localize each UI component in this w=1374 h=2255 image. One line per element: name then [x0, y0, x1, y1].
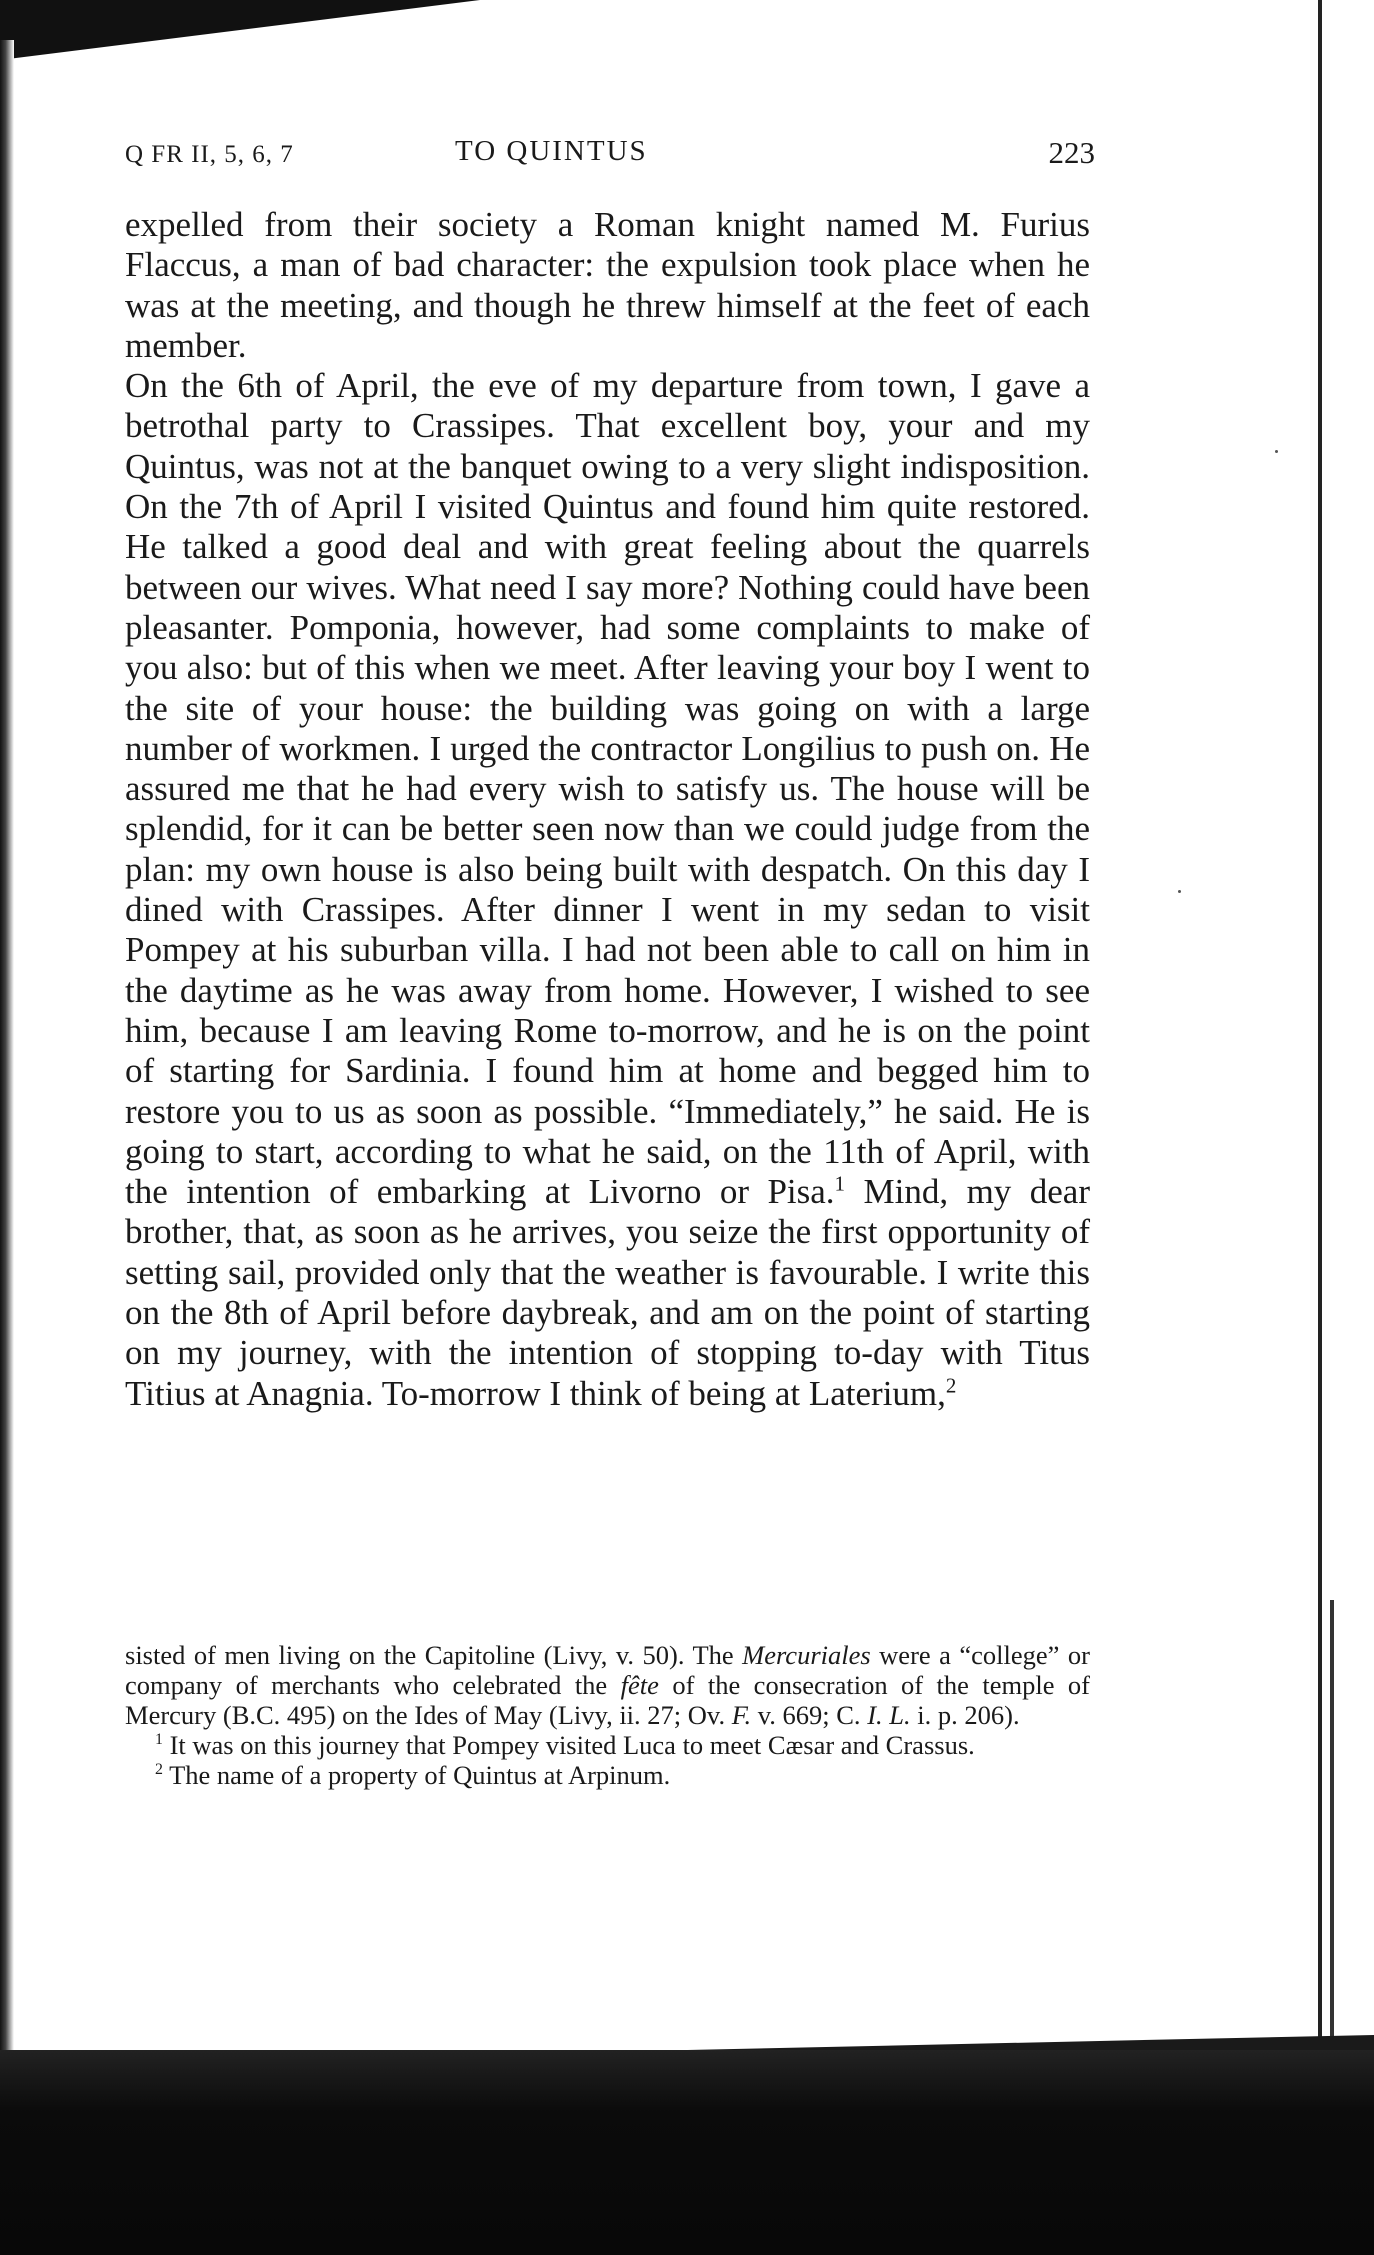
scan-shadow-bottom	[0, 2050, 1374, 2255]
scan-speck	[1178, 890, 1181, 893]
footnote-continued-text: 495) on the Ides of May (Livy, ii. 27; Ov.	[280, 1700, 732, 1730]
footnote-era: B.C.	[231, 1700, 281, 1730]
footnote-italic-term: I. L.	[867, 1700, 911, 1730]
footnote-continued-text: of the consecration of the temple of Mercury (	[125, 1670, 1091, 1730]
footnotes	[125, 1640, 1090, 1790]
running-title: TO QUINTUS	[455, 135, 648, 167]
paragraph-1: expelled from their society a Roman knight named M. Furius Flaccus, a man of bad character: the expulsion took place when he was at the meeting, and though he threw himself at the feet of each member.	[125, 205, 1090, 365]
footnote-continued-text: were a “college” or company of merchants who celebrated the	[125, 1640, 1090, 1700]
footnote-1-marker: 1	[155, 1731, 163, 1749]
footnote-2-text: The name of a property of Quintus at Arpinum.	[162, 1760, 671, 1790]
footnote-ref-2: 2	[945, 1372, 957, 1397]
scan-speck	[1275, 450, 1278, 453]
main-text	[125, 205, 1090, 1414]
footnote-italic-term: Mercuriales	[742, 1640, 871, 1670]
paragraph-2	[125, 366, 1090, 1414]
footnote-italic-term: fête	[620, 1670, 659, 1700]
footnote-ref-1: 1	[834, 1171, 846, 1196]
paragraph-2-text-a: On the 6th of April, the eve of my departure from town, I gave a betrothal party to Crassipes. That excellent boy, your and my Quintus, was not at the banquet owing to a very slight indisposition. On the 7th of April I visited Quintus and found him quite restored. He talked a good deal and with great feeling about the quarrels between our wives. What need I say more? Nothing could have been pleasanter. Pomponia, however, had some complaints to make of you also: but of this when we meet. After leaving your boy I went to the site of your house: the building was going on with a large number of workmen. I urged the contractor Longilius to push on. He assured me that he had every wish to satisfy us. The house will be splendid, for it can be better seen now than we could judge from the plan: my own house is also being built with despatch. On this day I dined with Crassipes. After dinner I went in my sedan to visit Pompey at his suburban villa. I had not been able to call on him in the daytime as he was away from home. However, I wished to see him, because I am leaving Rome to-morrow, and he is on the point of starting for Sardinia. I found him at home and begged him to restore you to us as soon as possible. “Immediately,” he said. He is going to start, according to what he said, on the 11th of April, with the intention of embarking at Livorno or Pisa.	[125, 366, 1090, 1212]
scan-edge-right	[1318, 0, 1322, 2065]
footnote-2-marker: 2	[155, 1761, 163, 1779]
running-reference: Q FR II, 5, 6, 7	[125, 141, 294, 168]
footnote-2	[125, 1760, 1090, 1790]
running-header	[125, 135, 1095, 175]
footnote-italic-term: F.	[731, 1700, 752, 1730]
scan-edge-left	[0, 40, 14, 2070]
page-number: 223	[1048, 135, 1095, 170]
footnote-continued	[125, 1640, 1090, 1730]
paragraph-2-text-b: Mind, my dear brother, that, as soon as he arrives, you seize the first opportunity of setting sail, provided only that the weather is favourable. I write this on the 8th of April before daybreak, and am on the point of starting on my journey, with the intention of stopping to-day with Titus Titius at Anagnia. To-morrow I think of being at Laterium,	[125, 1172, 1090, 1413]
scan-edge-right-inner	[1330, 1600, 1334, 2070]
footnote-continued-text: sisted of men living on the Capitoline (Livy, v. 50). The	[125, 1640, 743, 1670]
footnote-1	[125, 1730, 1090, 1760]
footnote-1-text: It was on this journey that Pompey visited Luca to meet Cæsar and Crassus.	[162, 1730, 975, 1760]
scan-shadow-top	[0, 0, 480, 60]
footnote-continued-text: v. 669; C.	[751, 1700, 868, 1730]
footnote-continued-text: i. p. 206).	[910, 1700, 1020, 1730]
